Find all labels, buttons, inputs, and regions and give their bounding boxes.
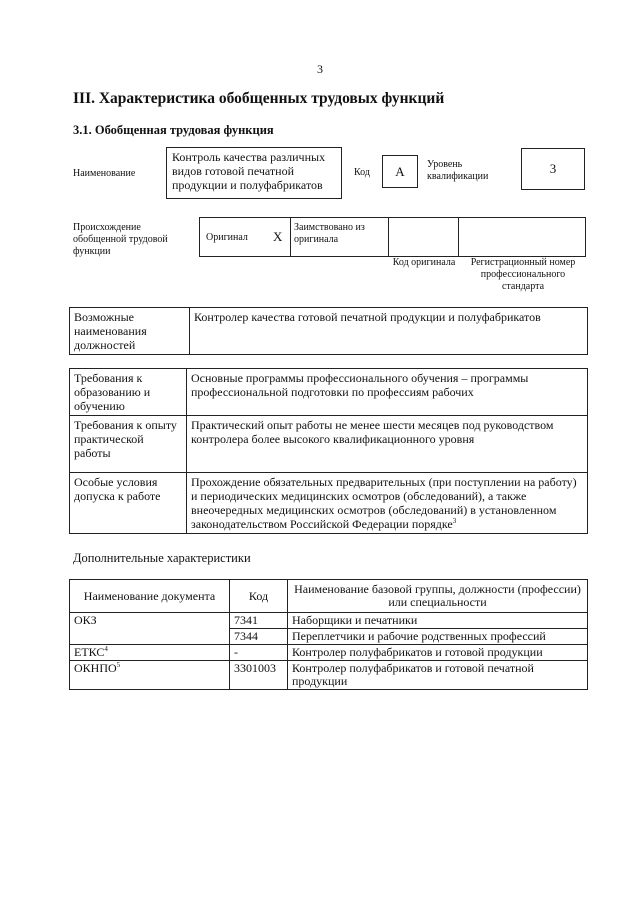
reg-number-caption: Регистрационный номер профессионального стандарта xyxy=(470,257,576,292)
requirement-label: Требования к образованию и обучению xyxy=(70,369,187,416)
original-mark: Х xyxy=(273,229,283,244)
table-row xyxy=(70,369,588,416)
doc-cell xyxy=(70,629,230,645)
additional-table xyxy=(69,579,588,690)
name-cell: Переплетчики и рабочие родственных профессий xyxy=(288,629,588,645)
table-row xyxy=(70,661,588,690)
name-cell: Контролер полуфабрикатов и готовой продукции xyxy=(288,645,588,661)
header-code: Код xyxy=(230,580,288,613)
header-name: Наименование базовой группы, должности (профессии) или специальности xyxy=(288,580,588,613)
requirement-label: Требования к опыту практической работы xyxy=(70,416,187,473)
footnote-mark: 3 xyxy=(452,517,457,525)
name-cell: Контролер полуфабрикатов и готовой печатной продукции xyxy=(288,661,588,690)
table-row xyxy=(70,416,588,473)
name-value: Контроль качества различных видов готовой печатной продукции и полуфабрикатов xyxy=(172,150,326,192)
positions-label: Возможные наименования должностей xyxy=(70,308,190,355)
table-row xyxy=(70,629,588,645)
header-document: Наименование документа xyxy=(70,580,230,613)
table-row xyxy=(70,645,588,661)
level-value: 3 xyxy=(549,161,557,176)
footnote-mark: 4 xyxy=(104,645,108,653)
code-cell: - xyxy=(230,645,288,661)
code-value: А xyxy=(395,164,405,179)
additional-title: Дополнительные характеристики xyxy=(73,551,251,565)
table-header-row xyxy=(70,580,588,613)
requirement-value: Практический опыт работы не менее шести месяцев под руководством контролера более высокого квалификационного уровня xyxy=(187,416,588,473)
original-label: Оригинал xyxy=(206,232,248,243)
requirement-value: Основные программы профессионального обучения – программы профессиональной подготовки по профессиям рабочих xyxy=(187,369,588,416)
table-row xyxy=(70,613,588,629)
code-original-caption: Код оригинала xyxy=(392,257,456,268)
footnote-mark: 5 xyxy=(116,661,121,669)
table-row xyxy=(70,473,588,534)
code-cell: 7341 xyxy=(230,613,288,629)
doc-cell: ОКЗ xyxy=(70,613,230,629)
doc-cell: ЕТКС$^4$ xyxy=(70,645,230,661)
doc-cell: ОКНПО$^5$ xyxy=(70,661,230,690)
page-number: 3 xyxy=(317,62,323,76)
requirement-value: Прохождение обязательных предварительных (при поступлении на работу) и периодических медицинских осмотров (обследований), а также внеочередных медицинских осмотров (обследований) в установленном законодательством Российской Федерации порядке xyxy=(191,475,577,531)
code-label: Код xyxy=(354,167,370,178)
code-cell: 7344 xyxy=(230,629,288,645)
requirement-label: Особые условия допуска к работе xyxy=(70,473,187,534)
borrowed-label: Заимствовано из оригинала xyxy=(294,222,365,245)
name-label: Наименование xyxy=(73,168,136,179)
origin-row-box xyxy=(199,217,586,257)
code-cell: 3301003 xyxy=(230,661,288,690)
level-value-box xyxy=(521,148,585,190)
name-cell: Наборщики и печатники xyxy=(288,613,588,629)
requirements-table xyxy=(69,368,588,534)
positions-value: Контролер качества готовой печатной продукции и полуфабрикатов xyxy=(190,308,588,355)
code-value-box xyxy=(382,155,418,188)
section-title: III. Характеристика обобщенных трудовых функций xyxy=(73,90,445,107)
level-label: Уровень квалификации xyxy=(427,159,489,182)
positions-table xyxy=(69,307,588,355)
origin-label: Происхождение обобщенной трудовой функции xyxy=(73,222,168,257)
name-value-box xyxy=(166,147,342,199)
subsection-title: 3.1. Обобщенная трудовая функция xyxy=(73,123,274,137)
requirement-value-cell xyxy=(187,473,588,534)
